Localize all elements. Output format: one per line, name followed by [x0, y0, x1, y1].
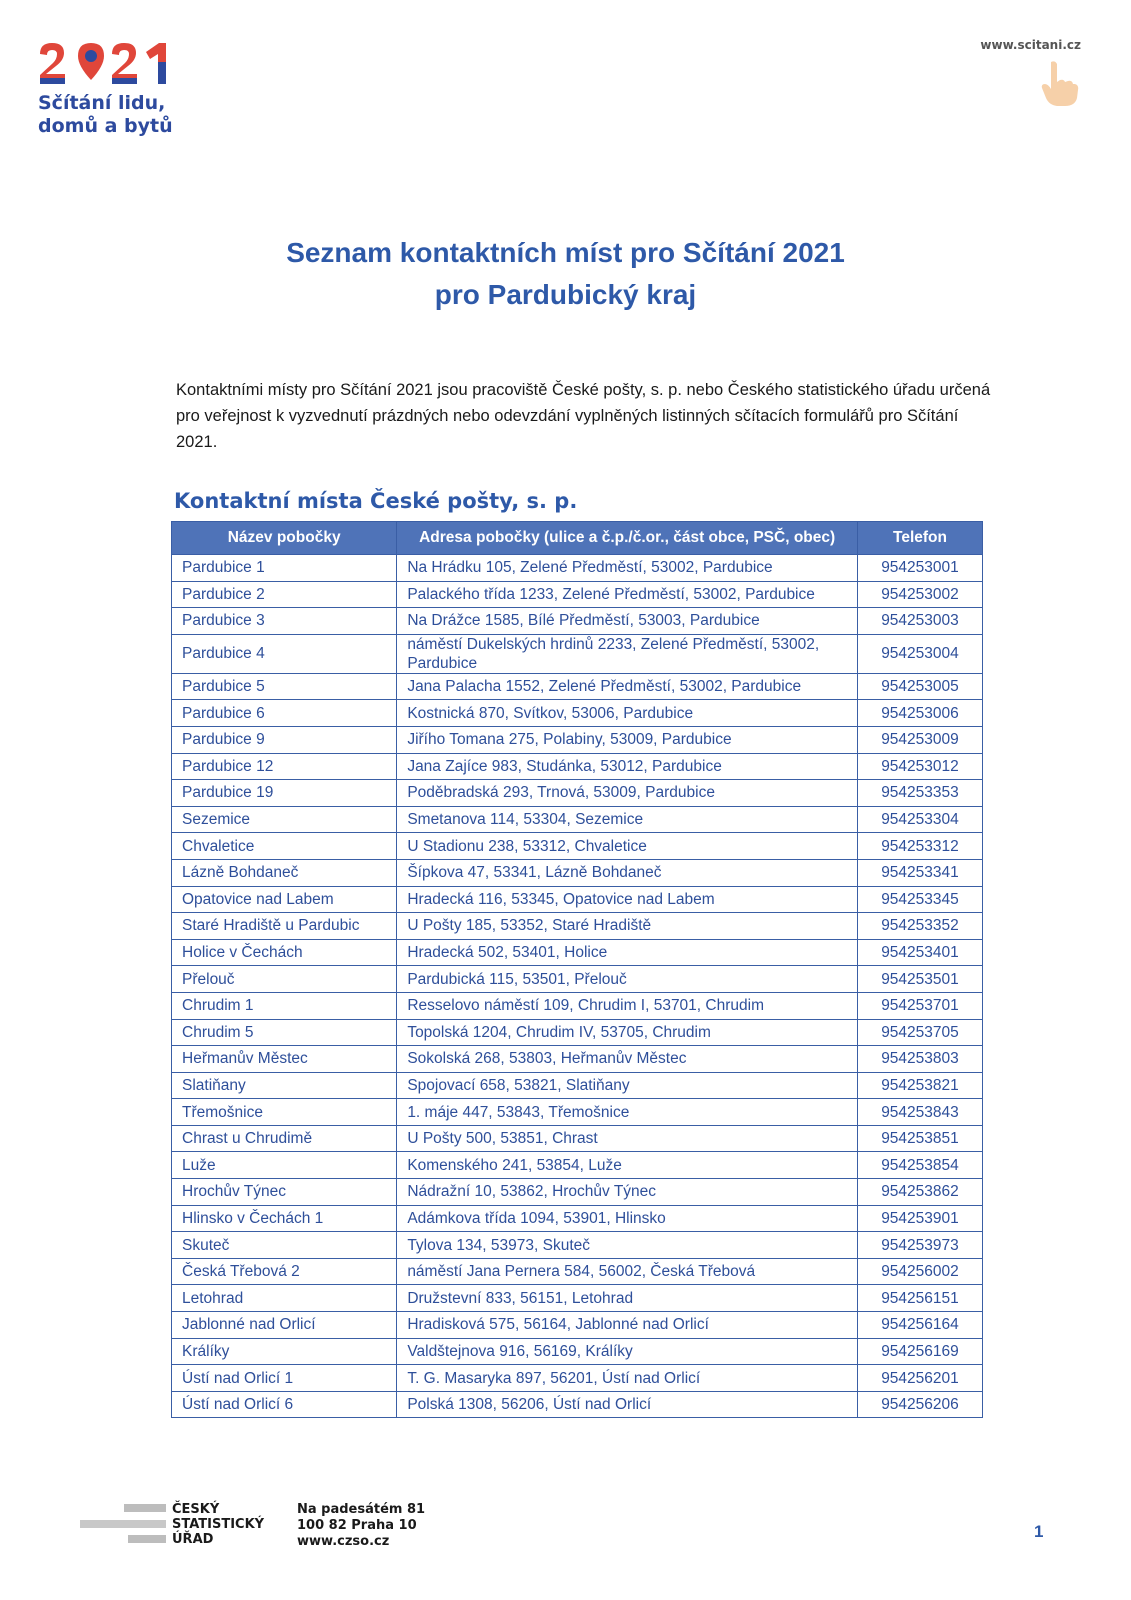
phone-cell: 954253004 [857, 634, 982, 673]
branch-address-cell: U Stadionu 238, 53312, Chvaletice [397, 833, 858, 860]
branch-address-cell: Pardubická 115, 53501, Přelouč [397, 966, 858, 993]
census-logo [38, 40, 188, 138]
branch-address-cell: Resselovo náměstí 109, Chrudim I, 53701, Chrudim [397, 992, 858, 1019]
branch-name-cell: Chvaletice [172, 833, 397, 860]
branch-address-cell: U Pošty 185, 53352, Staré Hradiště [397, 913, 858, 940]
branch-address-cell: Adámkova třída 1094, 53901, Hlinsko [397, 1205, 858, 1232]
table-row [172, 608, 983, 635]
phone-cell: 954253001 [857, 555, 982, 582]
branch-address-cell: 1. máje 447, 53843, Třemošnice [397, 1099, 858, 1126]
footer-address-street: Na padesátém 81 [297, 1502, 426, 1517]
branch-name-cell: Jablonné nad Orlicí [172, 1312, 397, 1339]
branch-address-cell: Na Hrádku 105, Zelené Předměstí, 53002, Pardubice [397, 555, 858, 582]
table-row [172, 753, 983, 780]
table-row [172, 555, 983, 582]
branch-address-cell: Jana Zajíce 983, Studánka, 53012, Pardubice [397, 753, 858, 780]
header-branch-name: Název pobočky [172, 522, 397, 555]
pin-icon [78, 43, 104, 80]
branch-address-cell: T. G. Masaryka 897, 56201, Ústí nad Orlicí [397, 1365, 858, 1392]
phone-cell: 954256002 [857, 1258, 982, 1285]
logo-text-line1: Sčítání lidu, [38, 92, 166, 114]
czso-name-line2: STATISTICKÝ [172, 1517, 265, 1532]
czso-name-line3: ÚŘAD [172, 1532, 214, 1547]
branch-name-cell: Hrochův Týnec [172, 1179, 397, 1206]
branch-address-cell: Hradisková 575, 56164, Jablonné nad Orlicí [397, 1312, 858, 1339]
czso-name-line1: ČESKÝ [172, 1502, 220, 1517]
table-row [172, 1125, 983, 1152]
branch-address-cell: Kostnická 870, Svítkov, 53006, Pardubice [397, 700, 858, 727]
page-number: 1 [1034, 1522, 1044, 1541]
site-url[interactable]: www.scitani.cz [980, 38, 1081, 52]
phone-cell: 954253803 [857, 1046, 982, 1073]
table-row [172, 1019, 983, 1046]
table-body [172, 555, 983, 1418]
branch-name-cell: Skuteč [172, 1232, 397, 1259]
branch-address-cell: Sokolská 268, 53803, Heřmanův Městec [397, 1046, 858, 1073]
phone-cell: 954253843 [857, 1099, 982, 1126]
czso-name [172, 1502, 264, 1547]
table-row [172, 939, 983, 966]
phone-cell: 954253353 [857, 780, 982, 807]
branch-name-cell: Hlinsko v Čechách 1 [172, 1205, 397, 1232]
branch-name-cell: Pardubice 12 [172, 753, 397, 780]
branch-address-cell: Hradecká 502, 53401, Holice [397, 939, 858, 966]
branch-address-cell: Smetanova 114, 53304, Sezemice [397, 806, 858, 833]
branch-name-cell: Chrudim 1 [172, 992, 397, 1019]
branch-name-cell: Pardubice 9 [172, 726, 397, 753]
phone-cell: 954253705 [857, 1019, 982, 1046]
branch-name-cell: Slatiňany [172, 1072, 397, 1099]
footer-address-city: 100 82 Praha 10 [297, 1518, 417, 1533]
phone-cell: 954253012 [857, 753, 982, 780]
branch-name-cell: Sezemice [172, 806, 397, 833]
table-row [172, 1285, 983, 1312]
branch-address-cell: Šípkova 47, 53341, Lázně Bohdaneč [397, 859, 858, 886]
document-title [0, 232, 1131, 316]
branch-name-cell: Pardubice 1 [172, 555, 397, 582]
phone-cell: 954256164 [857, 1312, 982, 1339]
branch-name-cell: Lázně Bohdaneč [172, 859, 397, 886]
table-row [172, 806, 983, 833]
branch-address-cell: Poděbradská 293, Trnová, 53009, Pardubice [397, 780, 858, 807]
branch-name-cell: Ústí nad Orlicí 1 [172, 1365, 397, 1392]
phone-cell: 954253821 [857, 1072, 982, 1099]
contact-table [171, 521, 983, 1418]
phone-cell: 954253401 [857, 939, 982, 966]
branch-address-cell: Jana Palacha 1552, Zelené Předměstí, 53002, Pardubice [397, 673, 858, 700]
branch-address-cell: Na Drážce 1585, Bílé Předměstí, 53003, Pardubice [397, 608, 858, 635]
branch-address-cell: Nádražní 10, 53862, Hrochův Týnec [397, 1179, 858, 1206]
branch-name-cell: Pardubice 4 [172, 634, 397, 673]
branch-address-cell: Palackého třída 1233, Zelené Předměstí, 53002, Pardubice [397, 581, 858, 608]
branch-name-cell: Chrast u Chrudimě [172, 1125, 397, 1152]
footer-address-web[interactable]: www.czso.cz [297, 1534, 390, 1549]
branch-name-cell: Letohrad [172, 1285, 397, 1312]
table-row [172, 1338, 983, 1365]
branch-name-cell: Pardubice 2 [172, 581, 397, 608]
branch-address-cell: Polská 1308, 56206, Ústí nad Orlicí [397, 1391, 858, 1418]
phone-cell: 954253854 [857, 1152, 982, 1179]
table-row [172, 726, 983, 753]
phone-cell: 954256169 [857, 1338, 982, 1365]
phone-cell: 954253345 [857, 886, 982, 913]
phone-cell: 954253901 [857, 1205, 982, 1232]
phone-cell: 954253002 [857, 581, 982, 608]
branch-name-cell: Králíky [172, 1338, 397, 1365]
logo-text [38, 92, 188, 138]
branch-address-cell: Jiřího Tomana 275, Polabiny, 53009, Pardubice [397, 726, 858, 753]
czso-logo-bars-icon [80, 1502, 168, 1546]
phone-cell: 954253341 [857, 859, 982, 886]
branch-name-cell: Třemošnice [172, 1099, 397, 1126]
branch-name-cell: Chrudim 5 [172, 1019, 397, 1046]
table-row [172, 1205, 983, 1232]
table-row [172, 673, 983, 700]
phone-cell: 954253862 [857, 1179, 982, 1206]
branch-name-cell: Heřmanův Městec [172, 1046, 397, 1073]
table-row [172, 886, 983, 913]
section-title: Kontaktní místa České pošty, s. p. [174, 489, 578, 513]
phone-cell: 954256201 [857, 1365, 982, 1392]
branch-name-cell: Ústí nad Orlicí 6 [172, 1391, 397, 1418]
branch-name-cell: Česká Třebová 2 [172, 1258, 397, 1285]
table-row [172, 1258, 983, 1285]
branch-address-cell: Spojovací 658, 53821, Slatiňany [397, 1072, 858, 1099]
table-row [172, 913, 983, 940]
table-row [172, 780, 983, 807]
table-row [172, 1232, 983, 1259]
branch-name-cell: Pardubice 6 [172, 700, 397, 727]
table-row [172, 1312, 983, 1339]
pointing-hand-icon [1039, 58, 1079, 108]
branch-address-cell: Hradecká 116, 53345, Opatovice nad Labem [397, 886, 858, 913]
branch-address-cell: náměstí Dukelských hrdinů 2233, Zelené Předměstí, 53002, Pardubice [397, 634, 858, 673]
branch-name-cell: Přelouč [172, 966, 397, 993]
table-row [172, 1391, 983, 1418]
branch-address-cell: Topolská 1204, Chrudim IV, 53705, Chrudim [397, 1019, 858, 1046]
phone-cell: 954253006 [857, 700, 982, 727]
table-row [172, 700, 983, 727]
branch-name-cell: Holice v Čechách [172, 939, 397, 966]
table-row [172, 859, 983, 886]
logo-text-line2: domů a bytů [38, 115, 173, 137]
table-row [172, 634, 983, 673]
intro-paragraph: Kontaktními místy pro Sčítání 2021 jsou pracoviště České pošty, s. p. nebo Českého statistického úřadu určená pro veřejnost k vyzvednutí prázdných nebo odevzdání vyplněných listinných sčítacích formulářů pro Sčítání 2021. [176, 381, 991, 451]
phone-cell: 954253973 [857, 1232, 982, 1259]
phone-cell: 954253304 [857, 806, 982, 833]
phone-cell: 954256206 [857, 1391, 982, 1418]
branch-name-cell: Opatovice nad Labem [172, 886, 397, 913]
table-row [172, 1099, 983, 1126]
table-row [172, 833, 983, 860]
footer-address [297, 1502, 425, 1550]
table-row [172, 1072, 983, 1099]
table-header-row [172, 522, 983, 555]
branch-name-cell: Pardubice 3 [172, 608, 397, 635]
branch-address-cell: U Pošty 500, 53851, Chrast [397, 1125, 858, 1152]
table-row [172, 992, 983, 1019]
phone-cell: 954253701 [857, 992, 982, 1019]
branch-name-cell: Pardubice 19 [172, 780, 397, 807]
branch-name-cell: Staré Hradiště u Pardubic [172, 913, 397, 940]
table-row [172, 966, 983, 993]
branch-address-cell: Družstevní 833, 56151, Letohrad [397, 1285, 858, 1312]
title-line2: pro Pardubický kraj [434, 279, 697, 310]
phone-cell: 954253009 [857, 726, 982, 753]
branch-address-cell: Tylova 134, 53973, Skuteč [397, 1232, 858, 1259]
phone-cell: 954253851 [857, 1125, 982, 1152]
phone-cell: 954253003 [857, 608, 982, 635]
table-row [172, 1046, 983, 1073]
table-row [172, 1152, 983, 1179]
branch-name-cell: Pardubice 5 [172, 673, 397, 700]
phone-cell: 954256151 [857, 1285, 982, 1312]
table-row [172, 1179, 983, 1206]
header-branch-address: Adresa pobočky (ulice a č.p./č.or., část obce, PSČ, obec) [397, 522, 858, 555]
branch-name-cell: Luže [172, 1152, 397, 1179]
header-phone: Telefon [857, 522, 982, 555]
census-2021-logo-mark [38, 40, 173, 88]
phone-cell: 954253352 [857, 913, 982, 940]
table-row [172, 1365, 983, 1392]
phone-cell: 954253501 [857, 966, 982, 993]
branch-address-cell: Komenského 241, 53854, Luže [397, 1152, 858, 1179]
phone-cell: 954253312 [857, 833, 982, 860]
branch-address-cell: náměstí Jana Pernera 584, 56002, Česká Třebová [397, 1258, 858, 1285]
title-line1: Seznam kontaktních míst pro Sčítání 2021 [286, 237, 845, 268]
branch-address-cell: Valdštejnova 916, 56169, Králíky [397, 1338, 858, 1365]
phone-cell: 954253005 [857, 673, 982, 700]
table-row [172, 581, 983, 608]
